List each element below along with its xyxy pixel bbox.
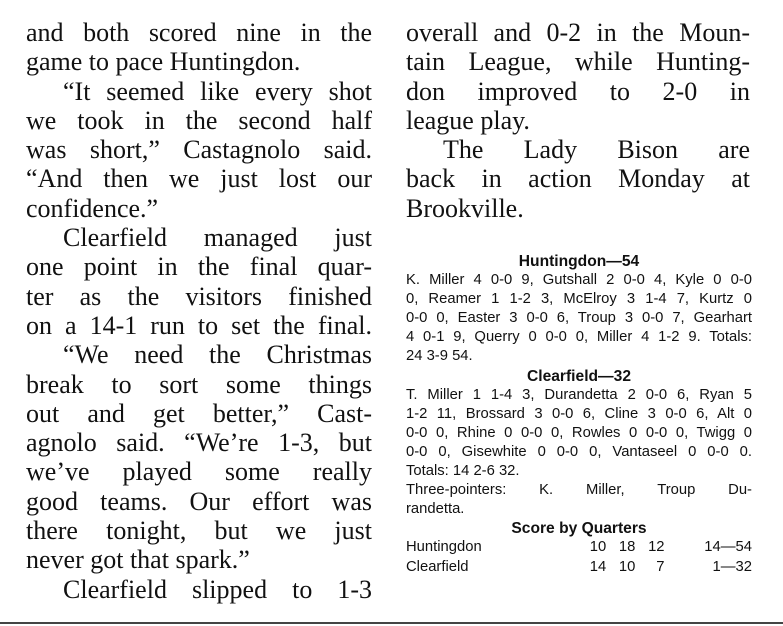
article-line: “And then we just lost our <box>26 164 372 194</box>
article-column-left <box>26 18 372 604</box>
score-q1: 14 <box>589 558 607 575</box>
article-column-right <box>406 18 750 223</box>
score-team: Huntingdon <box>406 539 482 556</box>
boxscore-line: 1-2 11, Brossard 3 0-0 6, Cline 3 0-0 6, Alt 0 <box>406 405 752 422</box>
article-line: game to pace Huntingdon. <box>26 47 301 77</box>
article-line: Brookville. <box>406 193 524 223</box>
score-row <box>406 558 752 577</box>
score-by-quarters-header: Score by Quarters <box>511 520 647 538</box>
boxscore-line: randetta. <box>406 501 465 518</box>
article-line: don improved to 2-0 in <box>406 76 750 106</box>
article-line: good teams. Our effort was <box>26 486 372 516</box>
boxscore-line: 0-0 0, Rhine 0 0-0 0, Rowles 0 0-0 0, Twigg 0 <box>406 424 752 441</box>
score-q4-final: 1—32 <box>712 558 752 575</box>
article-line: we’ve played some really <box>26 457 372 487</box>
article-line: and both scored nine in the <box>26 18 372 47</box>
boxscore-line: 4 0-1 9, Querry 0 0-0 0, Miller 4 1-2 9. Totals: <box>406 329 752 346</box>
article-line: we took in the second half <box>26 105 372 135</box>
article-line: out and get better,” Cast- <box>26 398 372 428</box>
article-line: one point in the final quar- <box>26 252 372 282</box>
article-line: overall and 0-2 in the Moun- <box>406 18 750 47</box>
article-line: The Lady Bison are <box>443 135 750 165</box>
boxscore-line: 0, Reamer 1 1-2 3, McElroy 3 1-4 7, Kurtz 0 <box>406 291 752 308</box>
article-line: “It seemed like every shot <box>63 76 372 106</box>
score-q3: 12 <box>648 539 665 556</box>
article-line: confidence.” <box>26 193 159 223</box>
score-team: Clearfield <box>406 558 469 575</box>
boxscore-line: Three-pointers: K. Miller, Troup Du- <box>406 482 752 499</box>
huntingdon-header: Huntingdon—54 <box>518 253 640 270</box>
bottom-rule <box>0 622 783 624</box>
article-line: ter as the visitors finished <box>26 281 372 311</box>
box-score <box>406 252 752 577</box>
article-line: league play. <box>406 105 530 135</box>
article-line: on a 14-1 run to set the final. <box>26 310 372 340</box>
clearfield-header: Clearfield—32 <box>526 367 631 385</box>
article-line: never got that spark.” <box>26 545 250 575</box>
score-q2: 18 <box>618 539 636 556</box>
article-line: was short,” Castagnolo said. <box>26 135 372 165</box>
score-q1: 10 <box>589 539 607 556</box>
article-line: agnolo said. “We’re 1-3, but <box>26 428 372 458</box>
score-q4-final: 14—54 <box>704 539 752 556</box>
score-row <box>406 538 752 557</box>
clearfield-players <box>406 386 752 520</box>
article-line: there tonight, but we just <box>26 516 372 546</box>
article-line: Clearfield managed just <box>63 223 372 253</box>
score-q2: 10 <box>618 558 636 575</box>
article-line: Clearfield slipped to 1-3 <box>63 574 372 604</box>
boxscore-line: T. Miller 1 1-4 3, Durandetta 2 0-0 6, Ryan 5 <box>406 386 752 403</box>
article-line: break to sort some things <box>26 369 372 399</box>
boxscore-line: 0-0 0, Easter 3 0-0 6, Troup 3 0-0 7, Gearhart <box>406 310 752 327</box>
boxscore-line: Totals: 14 2-6 32. <box>406 463 520 480</box>
boxscore-line: K. Miller 4 0-0 9, Gutshall 2 0-0 4, Kyle 0 0-0 <box>406 272 752 289</box>
article-line: tain League, while Hunting- <box>406 47 750 77</box>
article-line: “We need the Christmas <box>63 340 372 370</box>
score-table <box>406 538 752 576</box>
article-line: back in action Monday at <box>406 164 750 194</box>
score-q3: 7 <box>656 558 665 575</box>
boxscore-line: 0-0 0, Gisewhite 0 0-0 0, Vantaseel 0 0-0 0. <box>406 443 752 460</box>
huntingdon-players <box>406 271 752 366</box>
boxscore-line: 24 3-9 54. <box>406 348 473 365</box>
